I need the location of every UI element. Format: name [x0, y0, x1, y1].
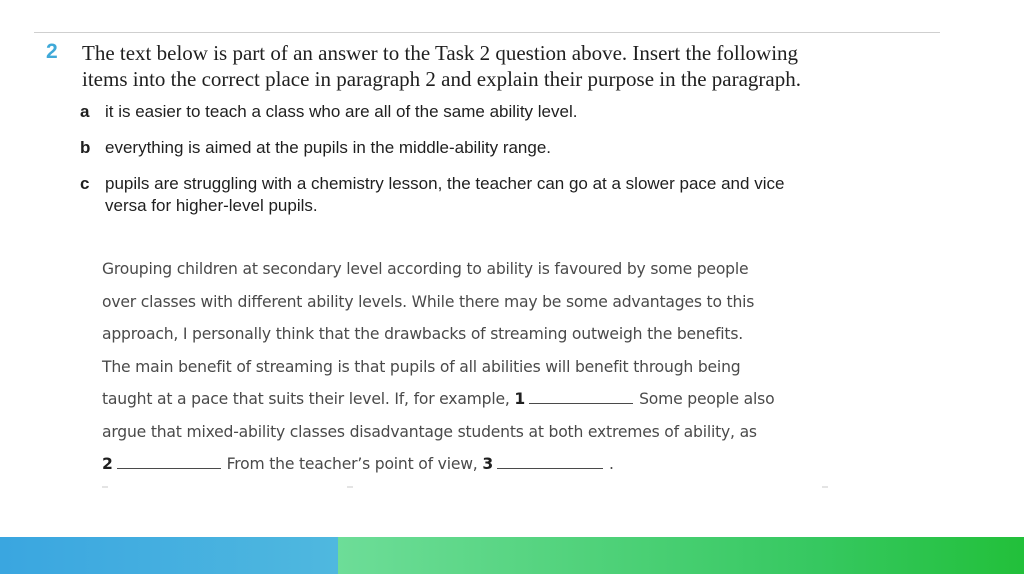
- blank-3-number: 3: [482, 455, 493, 473]
- passage-text: Some people also: [639, 390, 775, 408]
- blank-3-field[interactable]: [497, 454, 603, 469]
- question-instructions: [82, 40, 932, 92]
- footer-bar-blue: [0, 537, 338, 574]
- passage-line: approach, I personally think that the drawbacks of streaming outweigh the benefits.: [102, 325, 744, 343]
- question-line: items into the correct place in paragraph 2 and explain their purpose in the paragraph.: [82, 67, 801, 91]
- scan-mark: [347, 486, 353, 488]
- scan-mark: [102, 486, 108, 488]
- top-divider: [34, 32, 940, 33]
- option-text-line: versa for higher-level pupils.: [105, 196, 318, 215]
- option-c: [80, 173, 930, 217]
- question-line: The text below is part of an answer to the Task 2 question above. Insert the following: [82, 41, 799, 65]
- option-a: [80, 101, 930, 123]
- option-letter: a: [80, 102, 90, 121]
- essay-passage: [102, 253, 872, 481]
- passage-line: [102, 383, 872, 416]
- paragraph-2: [102, 351, 872, 481]
- passage-text: From the teacher’s point of view,: [226, 455, 478, 473]
- blank-1-field[interactable]: [529, 389, 633, 404]
- option-text: it is easier to teach a class who are all of the same ability level.: [105, 102, 578, 121]
- passage-line: over classes with different ability levels. While there may be some advantages to this: [102, 292, 755, 311]
- option-letter: c: [80, 174, 90, 193]
- option-text: [105, 173, 930, 217]
- answer-options: [80, 101, 930, 231]
- question-number: 2: [46, 40, 58, 63]
- blank-2-field[interactable]: [117, 454, 221, 469]
- option-text: everything is aimed at the pupils in the middle-ability range.: [105, 138, 552, 157]
- blank-1-number: 1: [514, 390, 526, 408]
- passage-line: argue that mixed-ability classes disadvantage students at both extremes of ability, as: [102, 422, 757, 441]
- option-text-line: pupils are struggling with a chemistry lesson, the teacher can go at a slower pace and vice: [105, 174, 785, 193]
- passage-line: The main benefit of streaming is that pupils of all abilities will benefit through being: [102, 357, 741, 376]
- passage-text: .: [608, 455, 614, 473]
- passage-line: Grouping children at secondary level according to ability is favoured by some people: [102, 260, 749, 278]
- footer-color-bar: [0, 537, 1024, 574]
- option-b: [80, 137, 930, 159]
- faint-scan-marks: [102, 486, 832, 490]
- passage-text: taught at a pace that suits their level. If, for example,: [102, 390, 510, 408]
- passage-line: [102, 448, 872, 481]
- option-letter: b: [80, 138, 91, 157]
- blank-2-number: 2: [102, 455, 113, 473]
- footer-bar-green: [338, 537, 1024, 574]
- scan-mark: [822, 486, 828, 488]
- paragraph-1: [102, 253, 872, 351]
